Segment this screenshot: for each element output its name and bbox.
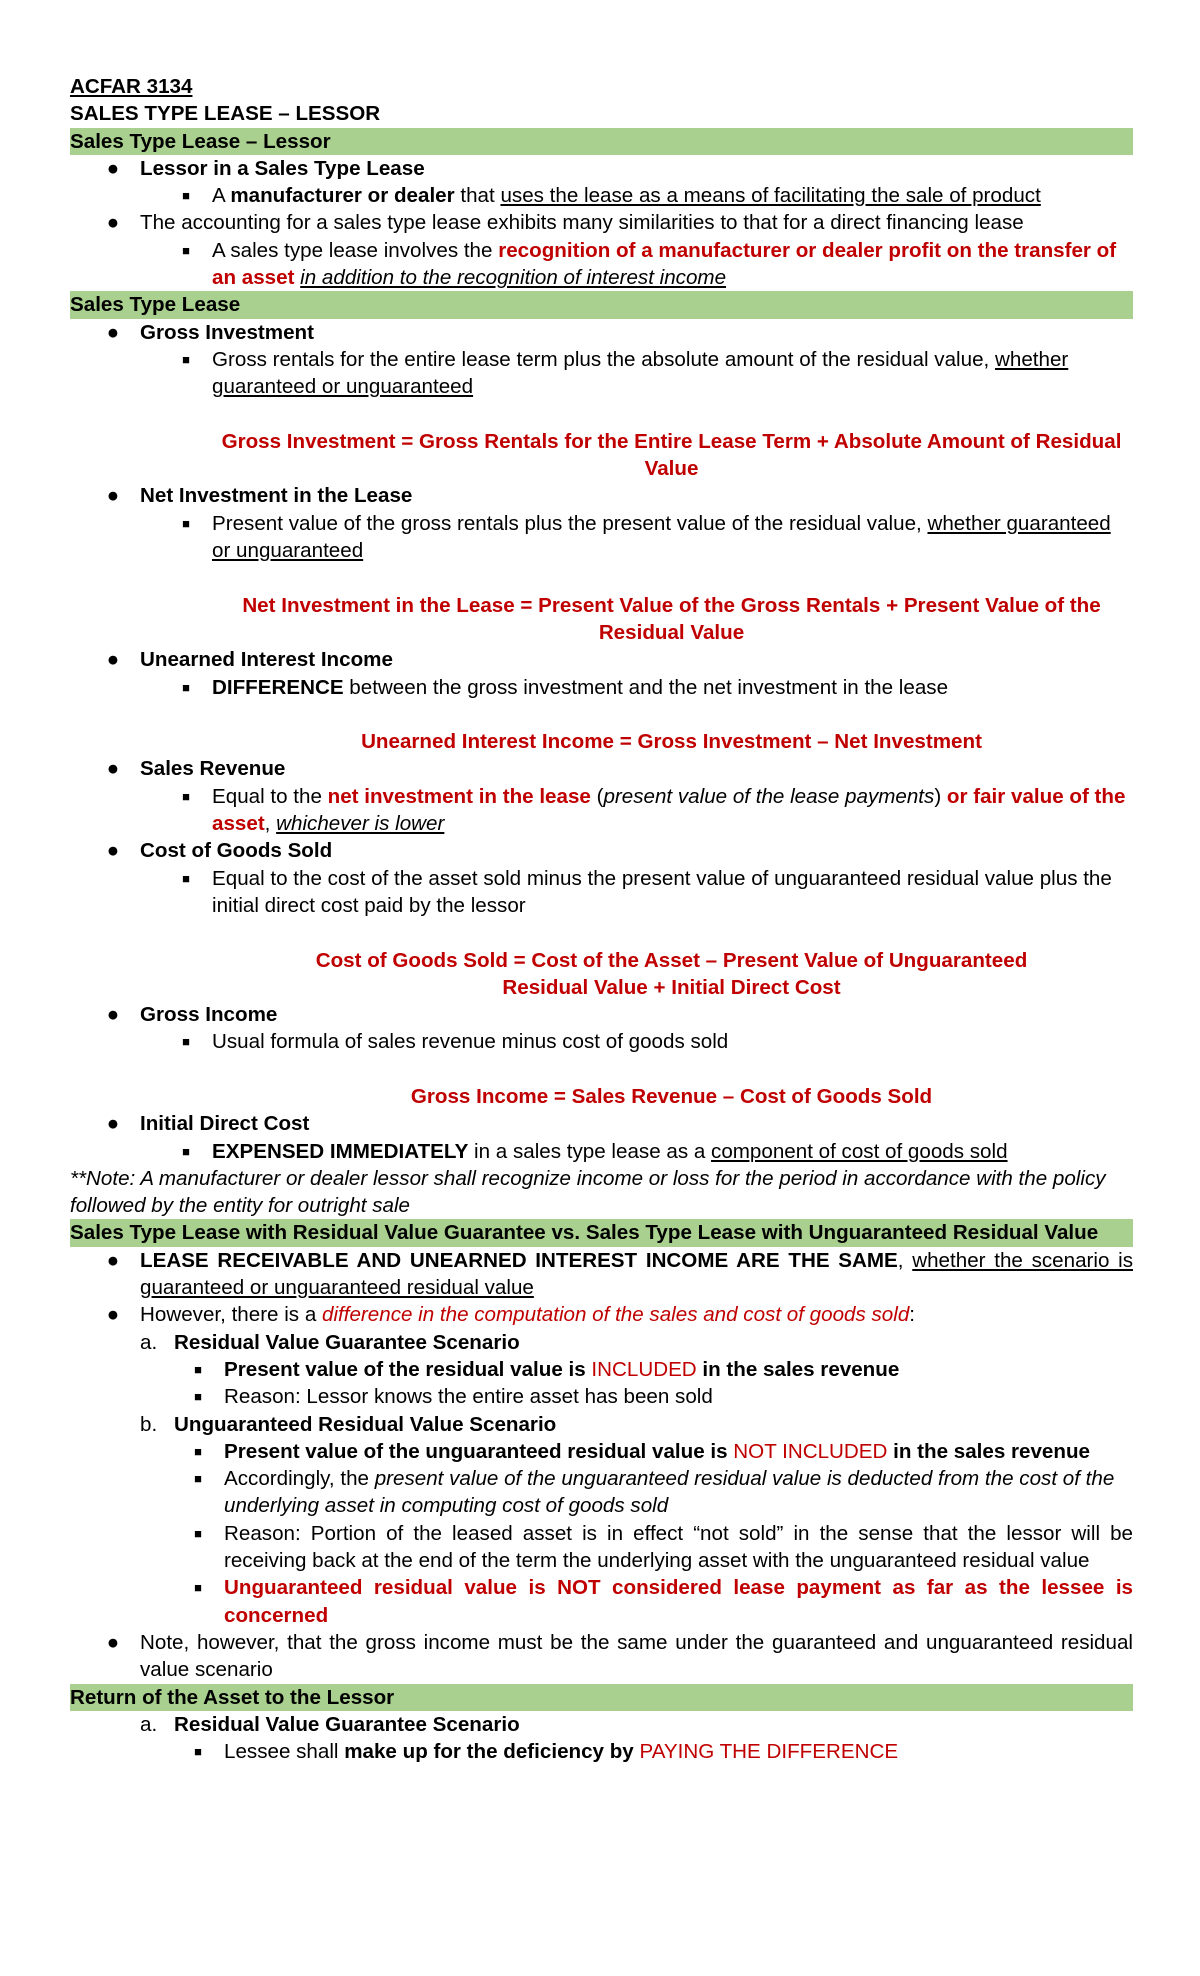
list-item: b. Unguaranteed Residual Value Scenario bbox=[140, 1412, 557, 1436]
square-bullet-icon: ■ bbox=[182, 1034, 190, 1050]
document-page bbox=[70, 73, 1133, 1765]
list-item: ■ Present value of the unguaranteed residual value is NOT INCLUDED in the sales revenue bbox=[70, 1438, 1133, 1465]
square-bullet-icon: ■ bbox=[182, 788, 190, 804]
list-item: ● However, there is a difference in the computation of the sales and cost of goods sold: bbox=[70, 1301, 1133, 1328]
square-bullet-icon: ■ bbox=[182, 870, 190, 886]
list-item: ■ A manufacturer or dealer that uses the lease as a means of facilitating the sale of product bbox=[70, 182, 1133, 209]
list-item: ■ Present value of the residual value is INCLUDED in the sales revenue bbox=[70, 1356, 1133, 1383]
bullet-dot-icon: ● bbox=[106, 839, 120, 863]
bullet-dot-icon: ● bbox=[106, 1303, 120, 1327]
list-item: ■ Accordingly, the present value of the unguaranteed residual value is deducted from the cost of the underlying asset in computing cost of goods sold bbox=[70, 1465, 1133, 1520]
bullet-dot-icon: ● bbox=[106, 156, 120, 180]
bullet-dot-icon: ● bbox=[106, 1630, 120, 1654]
list-item: ■ Usual formula of sales revenue minus cost of goods sold bbox=[70, 1028, 1133, 1055]
formula-gross-income: Gross Income = Sales Revenue – Cost of Goods Sold bbox=[410, 1084, 933, 1108]
list-item: ■ Present value of the gross rentals plus the present value of the residual value, whether guaranteed or unguaranteed bbox=[70, 510, 1133, 565]
list-item: ● Unearned Interest Income bbox=[70, 646, 1133, 673]
course-code: ACFAR 3134 bbox=[70, 75, 193, 98]
square-bullet-icon: ■ bbox=[182, 1143, 190, 1159]
list-item: ■ Equal to the cost of the asset sold minus the present value of unguaranteed residual value plus the initial direct cost paid by the lessor bbox=[70, 865, 1133, 920]
square-bullet-icon: ■ bbox=[182, 242, 190, 258]
list-item: a. Residual Value Guarantee Scenario bbox=[140, 1330, 520, 1354]
square-bullet-icon: ■ bbox=[194, 1361, 202, 1377]
section-header-lessor: Sales Type Lease – Lessor bbox=[70, 128, 1133, 155]
list-item: ■ Reason: Portion of the leased asset is in effect “not sold” in the sense that the lessor will be receiving back at the end of the term the underlying asset with the unguaranteed residual value bbox=[70, 1520, 1133, 1575]
bullet-dot-icon: ● bbox=[106, 1248, 120, 1272]
bullet-dot-icon: ● bbox=[106, 648, 120, 672]
list-item: ● Note, however, that the gross income must be the same under the guaranteed and unguaranteed residual value scenario bbox=[70, 1629, 1133, 1684]
list-item: ● Net Investment in the Lease bbox=[70, 482, 1133, 509]
square-bullet-icon: ■ bbox=[194, 1525, 202, 1541]
formula-gross-investment: Gross Investment = Gross Rentals for the Entire Lease Term + Absolute Amount of Residual Value bbox=[221, 429, 1128, 481]
list-item: ■ DIFFERENCE between the gross investment and the net investment in the lease bbox=[70, 674, 1133, 701]
note-text: **Note: A manufacturer or dealer lessor shall recognize income or loss for the period in accordance with the policy followed by the entity for outright sale bbox=[70, 1166, 1112, 1218]
list-item: ● LEASE RECEIVABLE AND UNEARNED INTEREST INCOME ARE THE SAME, whether the scenario is guaranteed or unguaranteed residual value bbox=[70, 1247, 1133, 1302]
formula-unearned-interest: Unearned Interest Income = Gross Investment – Net Investment bbox=[361, 730, 982, 754]
bullet-dot-icon: ● bbox=[106, 484, 120, 508]
square-bullet-icon: ■ bbox=[194, 1744, 202, 1760]
square-bullet-icon: ■ bbox=[194, 1389, 202, 1405]
formula-net-investment: Net Investment in the Lease = Present Value of the Gross Rentals + Present Value of the Residual Value bbox=[242, 593, 1107, 644]
list-item: ● Sales Revenue bbox=[70, 755, 1133, 782]
list-item: ■ Gross rentals for the entire lease term plus the absolute amount of the residual value, whether guaranteed or unguaranteed bbox=[70, 346, 1133, 401]
bullet-dot-icon: ● bbox=[106, 1003, 120, 1027]
square-bullet-icon: ■ bbox=[194, 1471, 202, 1487]
list-item: ● Gross Investment bbox=[70, 319, 1133, 346]
square-bullet-icon: ■ bbox=[194, 1443, 202, 1459]
bullet-dot-icon: ● bbox=[106, 757, 120, 781]
bullet-dot-icon: ● bbox=[106, 320, 120, 344]
list-item: ■ Reason: Lessor knows the entire asset has been sold bbox=[70, 1383, 1133, 1410]
list-item: ● Gross Income bbox=[70, 1001, 1133, 1028]
formula-cost-of-goods-sold: Cost of Goods Sold = Cost of the Asset – Present Value of Unguaranteed Residual Value + Initial Direct Cost bbox=[315, 948, 1034, 999]
square-bullet-icon: ■ bbox=[182, 188, 190, 204]
square-bullet-icon: ■ bbox=[194, 1580, 202, 1596]
square-bullet-icon: ■ bbox=[182, 515, 190, 531]
section-header-guarantee-vs-unguaranteed: Sales Type Lease with Residual Value Guarantee vs. Sales Type Lease with Unguaranteed Residual Value bbox=[70, 1219, 1133, 1246]
section-header-return-of-asset: Return of the Asset to the Lessor bbox=[70, 1684, 1133, 1711]
list-item: ■ EXPENSED IMMEDIATELY in a sales type lease as a component of cost of goods sold bbox=[70, 1138, 1133, 1165]
list-item: ■ A sales type lease involves the recognition of a manufacturer or dealer profit on the transfer of an asset in addition to the recognition of interest income bbox=[70, 237, 1133, 292]
bullet-dot-icon: ● bbox=[106, 1112, 120, 1136]
document-title: SALES TYPE LEASE – LESSOR bbox=[70, 102, 381, 126]
square-bullet-icon: ■ bbox=[182, 351, 190, 367]
list-item: ● The accounting for a sales type lease exhibits many similarities to that for a direct financing lease bbox=[70, 209, 1133, 236]
list-item: ● Cost of Goods Sold bbox=[70, 837, 1133, 864]
bullet-dot-icon: ● bbox=[106, 211, 120, 235]
list-item: ■ Unguaranteed residual value is NOT considered lease payment as far as the lessee is concerned bbox=[70, 1574, 1133, 1629]
list-item: ● Lessor in a Sales Type Lease bbox=[70, 155, 1133, 182]
list-item: a. Residual Value Guarantee Scenario bbox=[140, 1712, 520, 1736]
list-item: ■ Lessee shall make up for the deficiency by PAYING THE DIFFERENCE bbox=[70, 1738, 1133, 1765]
list-item: ● Initial Direct Cost bbox=[70, 1110, 1133, 1137]
section-header-sales-type-lease: Sales Type Lease bbox=[70, 291, 1133, 318]
square-bullet-icon: ■ bbox=[182, 679, 190, 695]
list-item: ■ Equal to the net investment in the lease (present value of the lease payments) or fair value of the asset, whichever is lower bbox=[70, 783, 1133, 838]
